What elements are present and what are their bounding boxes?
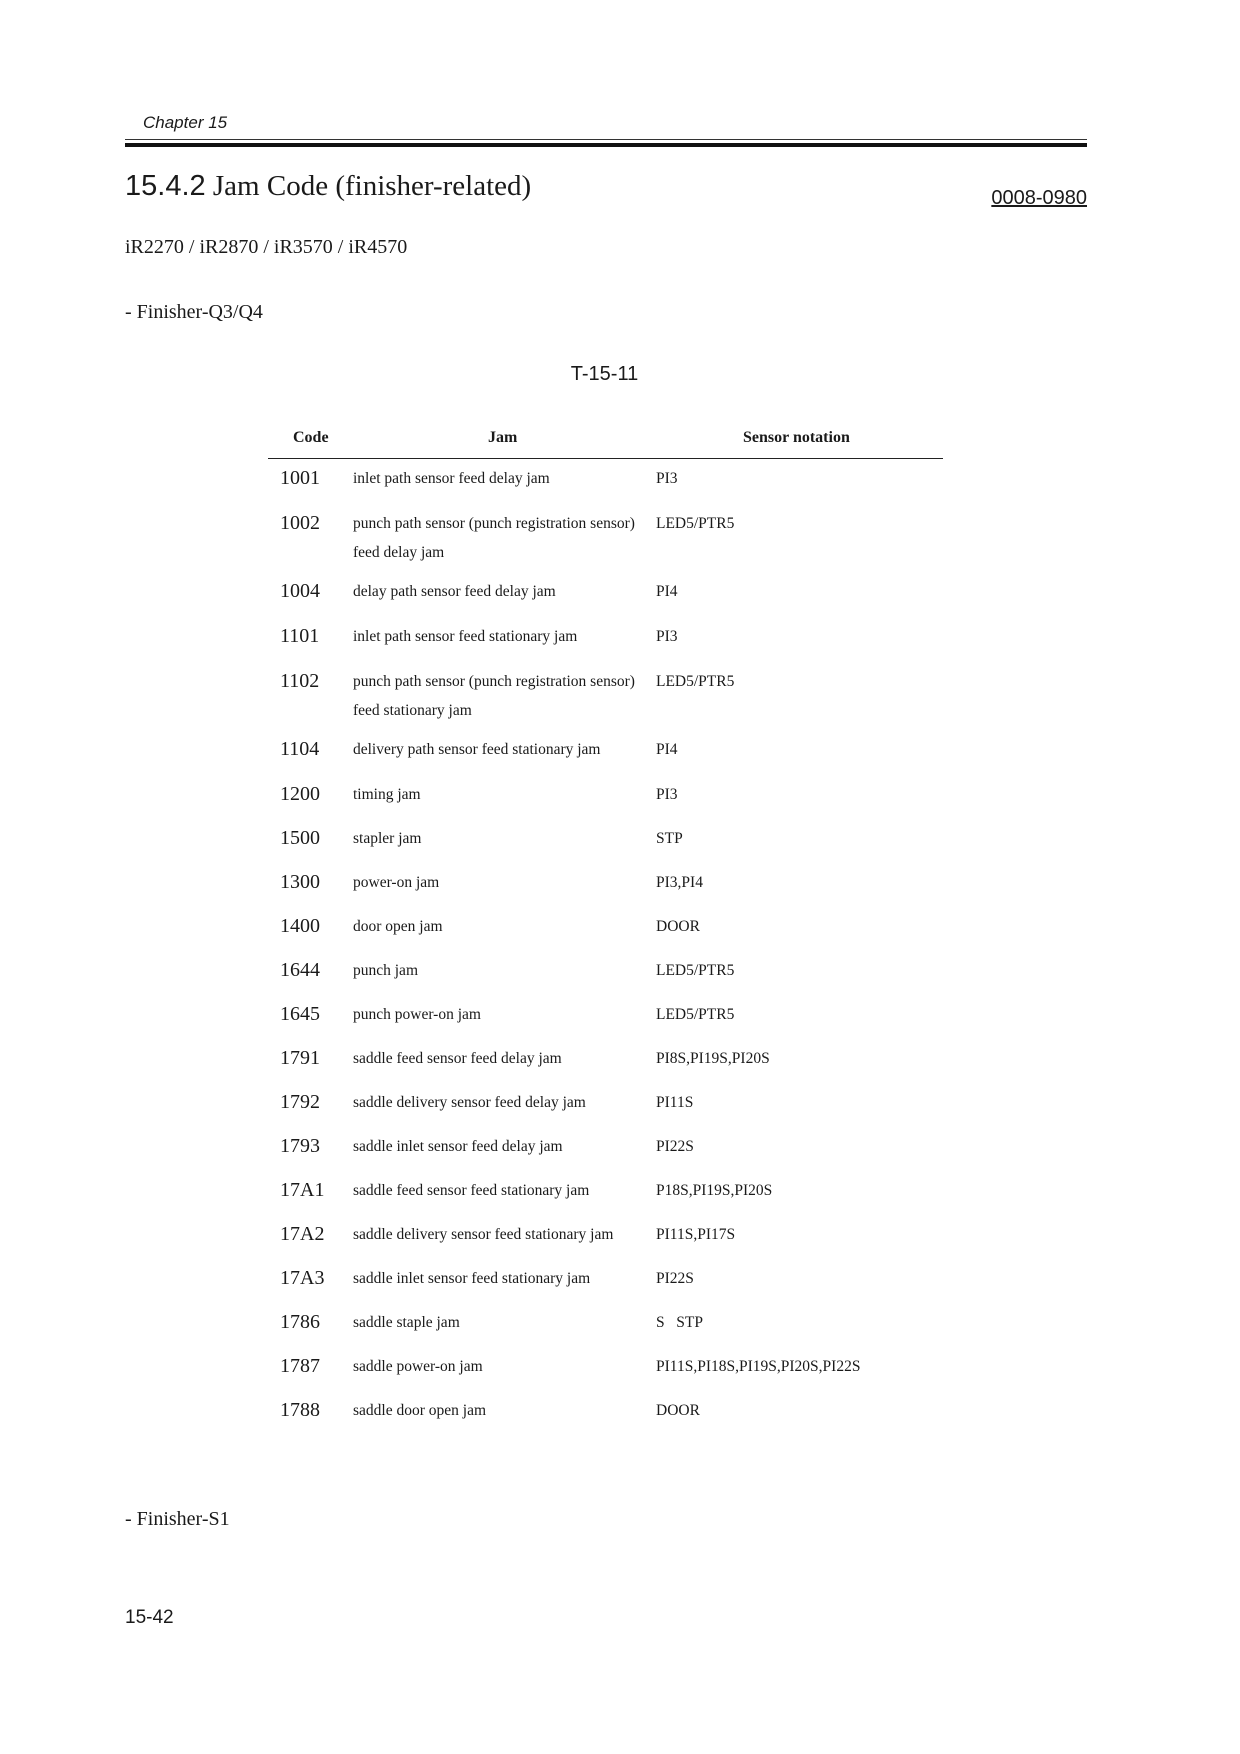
table-row	[268, 995, 943, 1039]
cell-code: 17A3	[280, 1267, 325, 1289]
table-row	[268, 1391, 943, 1435]
cell-sensor: PI3	[656, 786, 678, 803]
table-row	[268, 1083, 943, 1127]
cell-code: 1104	[280, 738, 320, 760]
cell-code: 1001	[280, 467, 320, 489]
cell-sensor: DOOR	[656, 918, 700, 935]
table-title: T-15-11	[570, 363, 639, 385]
table-row	[268, 775, 943, 819]
model-list: iR2270 / iR2870 / iR3570 / iR4570	[125, 236, 408, 258]
cell-code: 1792	[280, 1091, 320, 1113]
cell-code: 1791	[280, 1047, 320, 1069]
cell-jam: delivery path sensor feed stationary jam	[353, 741, 601, 758]
header-code: Code	[293, 429, 329, 446]
header-rule-thick	[125, 143, 1087, 147]
cell-jam: saddle delivery sensor feed delay jam	[353, 1094, 586, 1111]
table-row	[268, 1347, 943, 1391]
table-row	[268, 951, 943, 995]
table-row	[268, 819, 943, 863]
cell-sensor: STP	[656, 830, 683, 847]
cell-jam: saddle delivery sensor feed stationary jam	[353, 1226, 614, 1243]
section-heading	[125, 170, 531, 203]
jam-code-table	[268, 422, 943, 1435]
table-row	[268, 1215, 943, 1259]
table-row	[268, 617, 943, 662]
table-row	[268, 907, 943, 951]
cell-sensor: LED5/PTR5	[656, 515, 735, 532]
table-row	[268, 572, 943, 617]
cell-jam: saddle feed sensor feed stationary jam	[353, 1182, 590, 1199]
cell-jam: punch jam	[353, 962, 418, 979]
cell-code: 1786	[280, 1311, 320, 1333]
table-row	[268, 1303, 943, 1347]
cell-code: 1788	[280, 1399, 320, 1421]
cell-sensor: PI8S,PI19S,PI20S	[656, 1050, 770, 1067]
cell-code: 1002	[280, 512, 320, 534]
table-row	[268, 1171, 943, 1215]
cell-code: 1645	[280, 1003, 320, 1025]
cell-jam: punch path sensor (punch registration sensor) feed stationary jam	[353, 673, 635, 719]
cell-jam: power-on jam	[353, 874, 440, 891]
cell-jam: saddle inlet sensor feed stationary jam	[353, 1270, 591, 1287]
subsection-finisher-q3-q4: - Finisher-Q3/Q4	[125, 301, 263, 323]
cell-sensor: P18S,PI19S,PI20S	[656, 1182, 773, 1199]
cell-sensor: PI4	[656, 741, 678, 758]
cell-jam: punch power-on jam	[353, 1006, 481, 1023]
cell-jam: timing jam	[353, 786, 421, 803]
table-row	[268, 730, 943, 775]
cell-jam: stapler jam	[353, 830, 422, 847]
cell-jam: punch path sensor (punch registration sensor) feed delay jam	[353, 515, 635, 561]
table-row	[268, 662, 943, 730]
section-number: 15.4.2	[125, 170, 206, 202]
header-jam: Jam	[488, 429, 518, 446]
header-sensor-notation: Sensor notation	[743, 429, 850, 446]
cell-sensor: DOOR	[656, 1402, 700, 1419]
cell-sensor: PI3,PI4	[656, 874, 703, 891]
cell-jam: saddle inlet sensor feed delay jam	[353, 1138, 563, 1155]
cell-jam: saddle door open jam	[353, 1402, 487, 1419]
cell-code: 1400	[280, 915, 320, 937]
cell-sensor: PI3	[656, 470, 678, 487]
table-header	[268, 422, 943, 459]
cell-jam: saddle staple jam	[353, 1314, 460, 1331]
cell-code: 1200	[280, 783, 320, 805]
cell-jam: door open jam	[353, 918, 443, 935]
cell-sensor: S STP	[656, 1314, 703, 1331]
cell-jam: inlet path sensor feed stationary jam	[353, 628, 578, 645]
cell-code: 1300	[280, 871, 320, 893]
cell-sensor: PI3	[656, 628, 678, 645]
cell-code: 1101	[280, 625, 320, 647]
cell-code: 17A1	[280, 1179, 325, 1201]
cell-jam: saddle power-on jam	[353, 1358, 483, 1375]
cell-sensor: LED5/PTR5	[656, 962, 735, 979]
cell-code: 1102	[280, 670, 320, 692]
table-row	[268, 459, 943, 504]
cell-sensor: PI22S	[656, 1138, 694, 1155]
cell-sensor: PI11S,PI18S,PI19S,PI20S,PI22S	[656, 1358, 861, 1375]
cell-code: 1500	[280, 827, 320, 849]
cell-jam: saddle feed sensor feed delay jam	[353, 1050, 562, 1067]
table-row	[268, 1259, 943, 1303]
cell-code: 1004	[280, 580, 320, 602]
cell-sensor: LED5/PTR5	[656, 1006, 735, 1023]
cell-code: 1787	[280, 1355, 320, 1377]
table-row	[268, 1039, 943, 1083]
cell-jam: inlet path sensor feed delay jam	[353, 470, 550, 487]
document-id-link[interactable]: 0008-0980	[991, 187, 1087, 209]
subsection-finisher-s1: - Finisher-S1	[125, 1508, 230, 1530]
section-title: Jam Code (finisher-related)	[212, 170, 532, 202]
cell-jam: delay path sensor feed delay jam	[353, 583, 556, 600]
cell-code: 1644	[280, 959, 320, 981]
cell-code: 17A2	[280, 1223, 325, 1245]
cell-sensor: PI11S	[656, 1094, 694, 1111]
cell-sensor: PI4	[656, 583, 678, 600]
table-row	[268, 504, 943, 572]
chapter-label: Chapter 15	[143, 113, 228, 132]
header-rule-thin	[125, 139, 1087, 140]
table-row	[268, 863, 943, 907]
page-number: 15-42	[125, 1607, 174, 1628]
table-row	[268, 1127, 943, 1171]
cell-sensor: LED5/PTR5	[656, 673, 735, 690]
cell-sensor: PI22S	[656, 1270, 694, 1287]
cell-code: 1793	[280, 1135, 320, 1157]
cell-sensor: PI11S,PI17S	[656, 1226, 736, 1243]
